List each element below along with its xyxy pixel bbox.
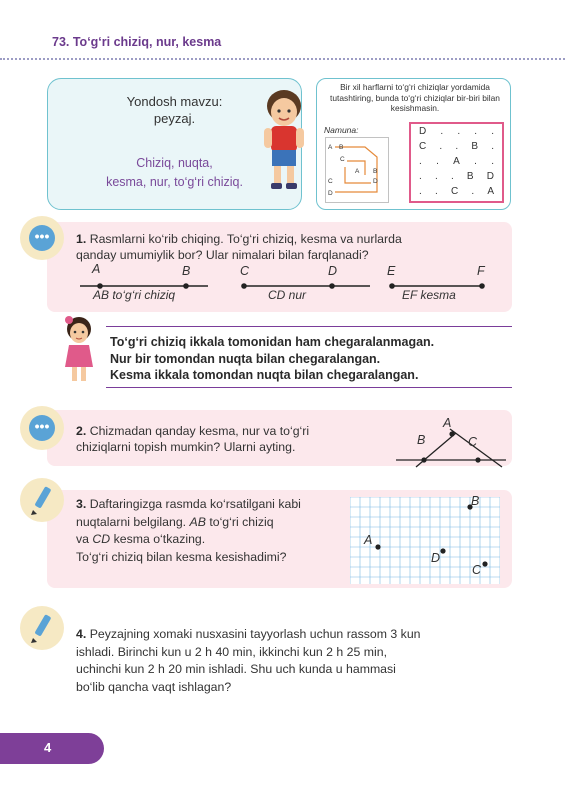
letter-grid-row [411, 184, 502, 199]
figure-caption: CD nur [268, 288, 307, 302]
question-line: qanday umumiylik bor? Ular nimalari bilan farqlanadi? [76, 248, 369, 262]
question-line: nuqtalarni belgilang. [76, 514, 190, 529]
letter-grid-row [411, 124, 502, 139]
point-label: F [477, 264, 485, 278]
question-line: to‘g‘ri chiziq [205, 514, 274, 529]
lines-figure [394, 415, 509, 470]
letter-grid-row [411, 154, 502, 169]
sample-mini-letter: A [355, 168, 360, 175]
question-3-text [76, 496, 301, 566]
sample-mini-letter: A [328, 144, 333, 151]
point-label: C [468, 435, 478, 449]
question-line: bo‘lib qancha vaqt ishlagan? [76, 679, 232, 694]
question-line: kesma o‘tkazing. [110, 532, 206, 546]
page-number-tab [0, 733, 104, 764]
question-number: 4. [76, 627, 87, 641]
page-number: 4 [44, 740, 52, 755]
grid-cell: D [419, 126, 427, 137]
grid-cell: . [440, 126, 444, 137]
grid-cell: A [453, 156, 460, 167]
point-label: B [471, 494, 480, 508]
discussion-icon: ••• [20, 406, 64, 450]
grid-cell: C [450, 186, 459, 197]
sample-label: Namuna: [324, 125, 359, 135]
grid-cell: . [436, 156, 439, 167]
girl-illustration [60, 315, 98, 385]
definition-text [110, 334, 434, 384]
sample-instruction: Bir xil harflarni to‘g‘ri chiziqlar yordamida tutashtiring, bunda to‘g‘ri chiziqlar bir-biri bilan kesishmasin. [330, 82, 500, 113]
grid-cell: . [471, 186, 475, 197]
definition-line: To‘g‘ri chiziq ikkala tomonidan ham chegaralanmagan. [110, 335, 435, 349]
question-line: chiziqlarni topish mumkin? Ularni ayting. [76, 440, 296, 454]
question-4-text [76, 626, 421, 696]
point-label: A [364, 533, 373, 547]
question-number: 1. [76, 232, 87, 246]
letter-grid-row [411, 169, 502, 184]
figure-caption: EF kesma [402, 288, 456, 302]
grid-cell: . [491, 126, 494, 137]
grid-cell: C [419, 141, 427, 152]
point-label: B [417, 433, 426, 447]
boy-illustration [258, 86, 310, 194]
grid-cell: . [450, 171, 454, 182]
point-label: C [240, 264, 250, 278]
definition-line: Nur bir tomondan nuqta bilan chegaralangan. [110, 351, 381, 366]
grid-cell: B [471, 141, 479, 152]
definition-line: Kesma ikkala tomondan nuqta bilan chegaralangan. [110, 368, 419, 382]
figure-caption: AB to‘g‘ri chiziq [93, 288, 176, 302]
segment-name: AB [189, 514, 206, 529]
page-title: 73. To‘g‘ri chiziq, nur, kesma [52, 35, 222, 49]
grid-cell: A [487, 186, 494, 197]
point-label: E [387, 264, 396, 278]
topic-heading-line: Yondosh mavzu: [126, 94, 223, 109]
topic-heading-line: peyzaj. [153, 111, 196, 126]
point-label: D [328, 264, 338, 278]
grid-cell: . [491, 156, 494, 167]
question-line: va [76, 532, 93, 546]
topic-subtitle-line: Chiziq, nuqta, [136, 156, 213, 170]
sample-box [316, 78, 511, 210]
letter-grid-row [411, 139, 502, 154]
grid-cell: . [474, 156, 477, 167]
point-label: A [443, 416, 452, 430]
pencil-icon [20, 478, 64, 522]
sample-mini-letter: B [339, 144, 344, 151]
point-label: B [182, 264, 191, 278]
question-line: ishladi. Birinchi kun u 2 h 40 min, ikkinchi kun 2 h 25 min, [76, 644, 387, 659]
definition-box [106, 326, 512, 388]
grid-cell: . [419, 171, 422, 182]
sample-mini-letter: B [373, 168, 378, 175]
sample-mini-letter: D [328, 190, 333, 197]
grid-cell: . [457, 126, 461, 137]
grid-cell: . [474, 126, 478, 137]
topic-subtitle-line: kesma, nur, to‘g‘ri chiziq. [106, 175, 243, 189]
question-line: Peyzajning xomaki nusxasini tayyorlash uchun rassom 3 kun [89, 627, 421, 641]
grid-cell: . [491, 141, 494, 152]
question-2-text [76, 423, 309, 455]
question-number: 3. [76, 497, 87, 511]
discussion-icon: ••• [20, 216, 64, 260]
sample-mini-letter: C [328, 178, 333, 185]
sample-mini-letter: C [340, 156, 345, 163]
question-line: uchinchi kun 2 h 20 min ishladi. Shu uch kunda u hammasi [76, 662, 396, 676]
grid-cell: . [434, 186, 438, 197]
grid-cell: . [434, 171, 438, 182]
grid-cell: D [486, 171, 494, 182]
point-label: A [92, 262, 101, 276]
question-line: Daftaringizga rasmda ko‘rsatilgani kabi [89, 497, 301, 511]
point-label: D [431, 551, 441, 565]
sample-mini-letter: D [373, 178, 378, 185]
letter-grid [409, 122, 504, 203]
question-number: 2. [76, 424, 87, 438]
grid-cell: . [419, 156, 422, 167]
pencil-icon [20, 606, 64, 650]
grid-cell: . [439, 141, 443, 152]
question-line: Rasmlarni ko‘rib chiqing. To‘g‘ri chiziq, kesma va nurlarda [89, 232, 402, 246]
header-divider [0, 58, 565, 60]
grid-cell: B [466, 171, 474, 182]
question-1-text [76, 231, 402, 263]
point-label: C [472, 563, 482, 577]
segment-name: CD [92, 532, 111, 546]
sample-example-figure [325, 137, 389, 203]
question-line: To‘g‘ri chiziq bilan kesma kesishadimi? [76, 549, 287, 564]
question-line: Chizmadan qanday kesma, nur va to‘g‘ri [89, 424, 310, 438]
grid-cell: . [455, 141, 459, 152]
grid-cell: . [419, 186, 422, 197]
